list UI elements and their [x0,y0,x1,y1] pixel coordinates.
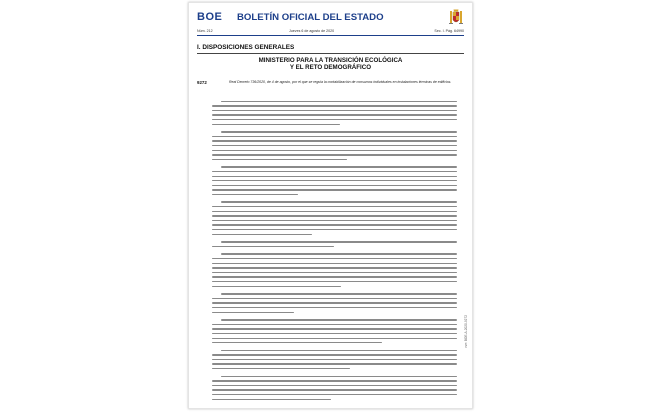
section-rule [197,53,464,54]
ministry-heading [197,57,464,71]
paragraph [212,252,456,289]
text-line [212,366,456,371]
document-title: Real Decreto 736/2020, de 4 de agosto, por el que se regula la contabilización de consumos individuales en instalaciones térmicas de edificios. [229,80,452,84]
text-line [212,232,456,237]
document-number: 9272 [197,80,207,85]
paragraph [212,318,456,346]
paragraph [212,240,456,249]
text-line [212,157,456,162]
paragraph [212,292,456,315]
boe-page [188,2,473,409]
ministry-line-2: Y EL RETO DEMOGRÁFICO [289,64,372,72]
document-body [212,99,456,405]
text-line [212,192,456,197]
paragraph [212,200,456,237]
issue-date: Jueves 6 de agosto de 2020 [289,29,335,33]
side-code: cve: BOE-A-2020-9272 [464,315,468,348]
text-line [212,341,456,346]
paragraph [212,165,456,197]
text-line [212,284,456,289]
ministry-line-1: MINISTERIO PARA LA TRANSICIÓN ECOLÓGICA [258,57,403,64]
spain-coat-of-arms-icon [448,9,464,27]
paragraph [212,374,456,402]
header-rule [197,35,464,36]
paragraph [212,130,456,162]
section-heading: I. DISPOSICIONES GENERALES [197,44,295,51]
paragraph [212,348,456,371]
section-page: Sec. I. Pág. 64990 [434,29,464,33]
text-line [212,310,456,315]
text-line [212,397,456,402]
page-title: BOLETÍN OFICIAL DEL ESTADO [237,12,384,23]
boe-logo: BOE [197,11,223,23]
issue-number: Núm. 212 [197,29,213,33]
text-line [212,244,456,249]
page-header [197,9,464,27]
text-line [212,122,456,127]
paragraph [212,99,456,127]
